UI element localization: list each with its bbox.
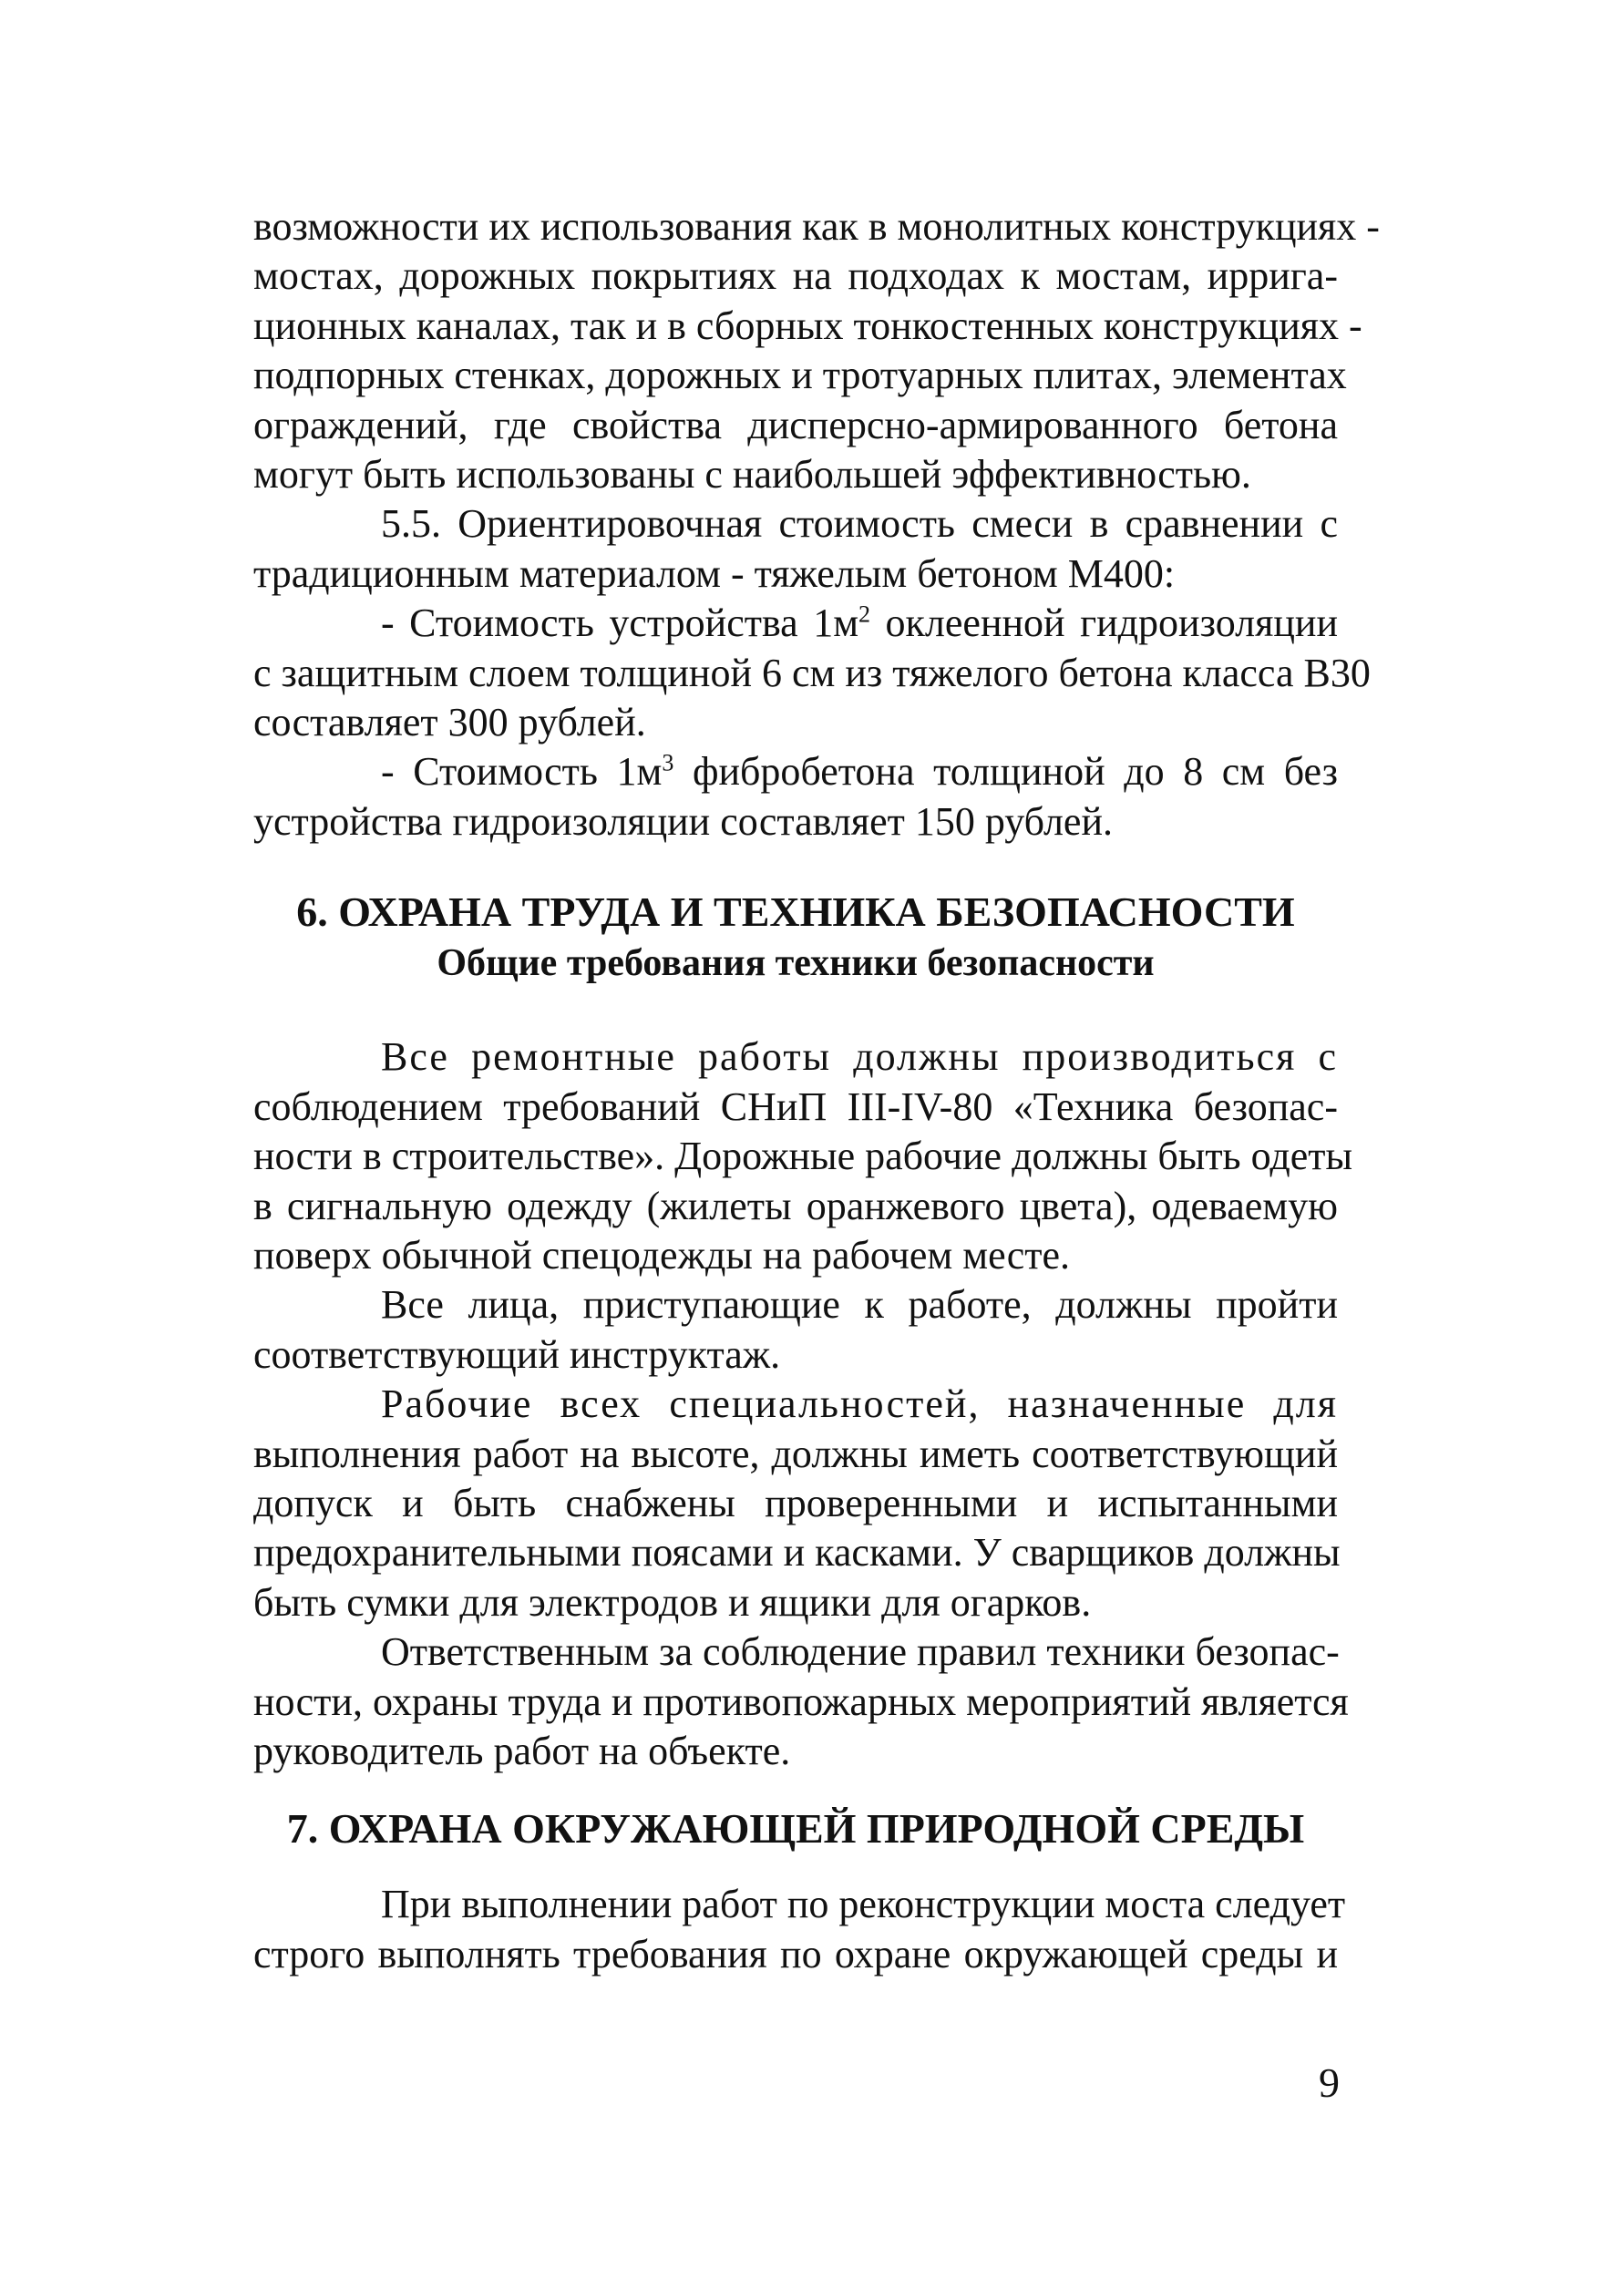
section-6-paragraph <box>253 1627 1349 1776</box>
text-line: быть сумки для электродов и ящики для огарков. <box>253 1579 1092 1625</box>
text-line: мостах, дорожных покрытиях на подходах к мостам, ирригa- <box>253 253 1338 299</box>
text-line: ограждений, где свойства дисперсно-армированного бетона <box>253 402 1338 447</box>
text-line: выполнения работ на высоте, должны иметь соответствующий <box>253 1431 1338 1476</box>
cost-2-text-b: фибробетона толщиной до 8 см без <box>673 749 1338 795</box>
intro-paragraph <box>253 202 1380 499</box>
text-line: соответствующий инструктаж. <box>253 1331 781 1377</box>
text-line: При выполнении работ по реконструкции моста следует <box>381 1882 1346 1927</box>
text-line: Ответственным за соблюдение правил техники безопас- <box>381 1629 1340 1675</box>
text-line <box>253 747 1338 796</box>
text-line: устройства гидроизоляции составляет 150 рублей. <box>253 798 1113 844</box>
section-7-paragraph <box>253 1880 1346 1979</box>
text-line: Все ремонтные работы должны производиться с <box>381 1034 1338 1080</box>
text-line: ности, охраны труда и противопожарных мероприятий является <box>253 1679 1349 1724</box>
text-line: Все лица, приступающие к работе, должны пройти <box>381 1282 1338 1328</box>
cost-1-text-a: - Стоимость устройства 1м <box>381 601 859 646</box>
text-line: в сигнальную одежду (жилеты оранжевого цвета), одеваемую <box>253 1183 1338 1228</box>
text-line: руководитель работ на объекте. <box>253 1728 791 1773</box>
section-6-paragraph <box>253 1380 1341 1627</box>
text-line: ционных каналах, так и в сборных тонкостенных конструкциях - <box>253 303 1362 348</box>
text-line: ности в строительстве». Дорожные рабочие должны быть одеты <box>253 1134 1353 1179</box>
section-6-subtitle: Общие требования техники безопасности <box>437 942 1155 985</box>
text-line: с защитным слоем толщиной 6 см из тяжелого бетона класса В30 <box>253 650 1371 695</box>
cost-2-text-a: - Стоимость 1м <box>381 749 663 795</box>
text-line: допуск и быть снабжены проверенными и испытанными <box>253 1480 1338 1525</box>
section-6-title: 6. ОХРАНА ТРУДА И ТЕХНИКА БЕЗОПАСНОСТИ <box>296 888 1295 936</box>
text-line: подпорных стенках, дорожных и тротуарных плитах, элементах <box>253 353 1347 398</box>
cost-1-paragraph <box>253 599 1371 747</box>
superscript: 3 <box>662 749 674 776</box>
text-line <box>253 599 1338 648</box>
section-6-paragraph <box>253 1032 1353 1280</box>
section-6-paragraph <box>253 1280 1338 1380</box>
cost-2-paragraph <box>253 747 1338 847</box>
text-line: возможности их использования как в монолитных конструкциях - <box>253 204 1380 249</box>
text-line: соблюдением требований СНиП III-IV-80 «Техника безопас- <box>253 1083 1338 1129</box>
document-page <box>253 202 1380 1979</box>
text-line: могут быть использованы с наибольшей эффективностью. <box>253 452 1251 498</box>
text-line: поверх обычной спецодежды на рабочем месте. <box>253 1232 1071 1278</box>
section-7-title: 7. ОХРАНА ОКРУЖАЮЩЕЙ ПРИРОДНОЙ СРЕДЫ <box>286 1805 1305 1853</box>
text-line: традиционным материалом - тяжелым бетоном М400: <box>253 550 1176 596</box>
page-number: 9 <box>1319 2059 1340 2106</box>
cost-1-text-b: оклеенной гидроизоляции <box>870 601 1338 646</box>
text-line: предохранительными поясами и касками. У сварщиков должны <box>253 1530 1341 1576</box>
item-5-5-paragraph <box>253 499 1338 599</box>
superscript: 2 <box>858 601 871 628</box>
text-line: строго выполнять требования по охране окружающей среды и <box>253 1931 1338 1976</box>
text-line: Рабочие всех специальностей, назначенные для <box>381 1381 1338 1427</box>
text-line: 5.5. Ориентировочная стоимость смеси в сравнении с <box>381 501 1338 547</box>
text-line: составляет 300 рублей. <box>253 700 646 745</box>
